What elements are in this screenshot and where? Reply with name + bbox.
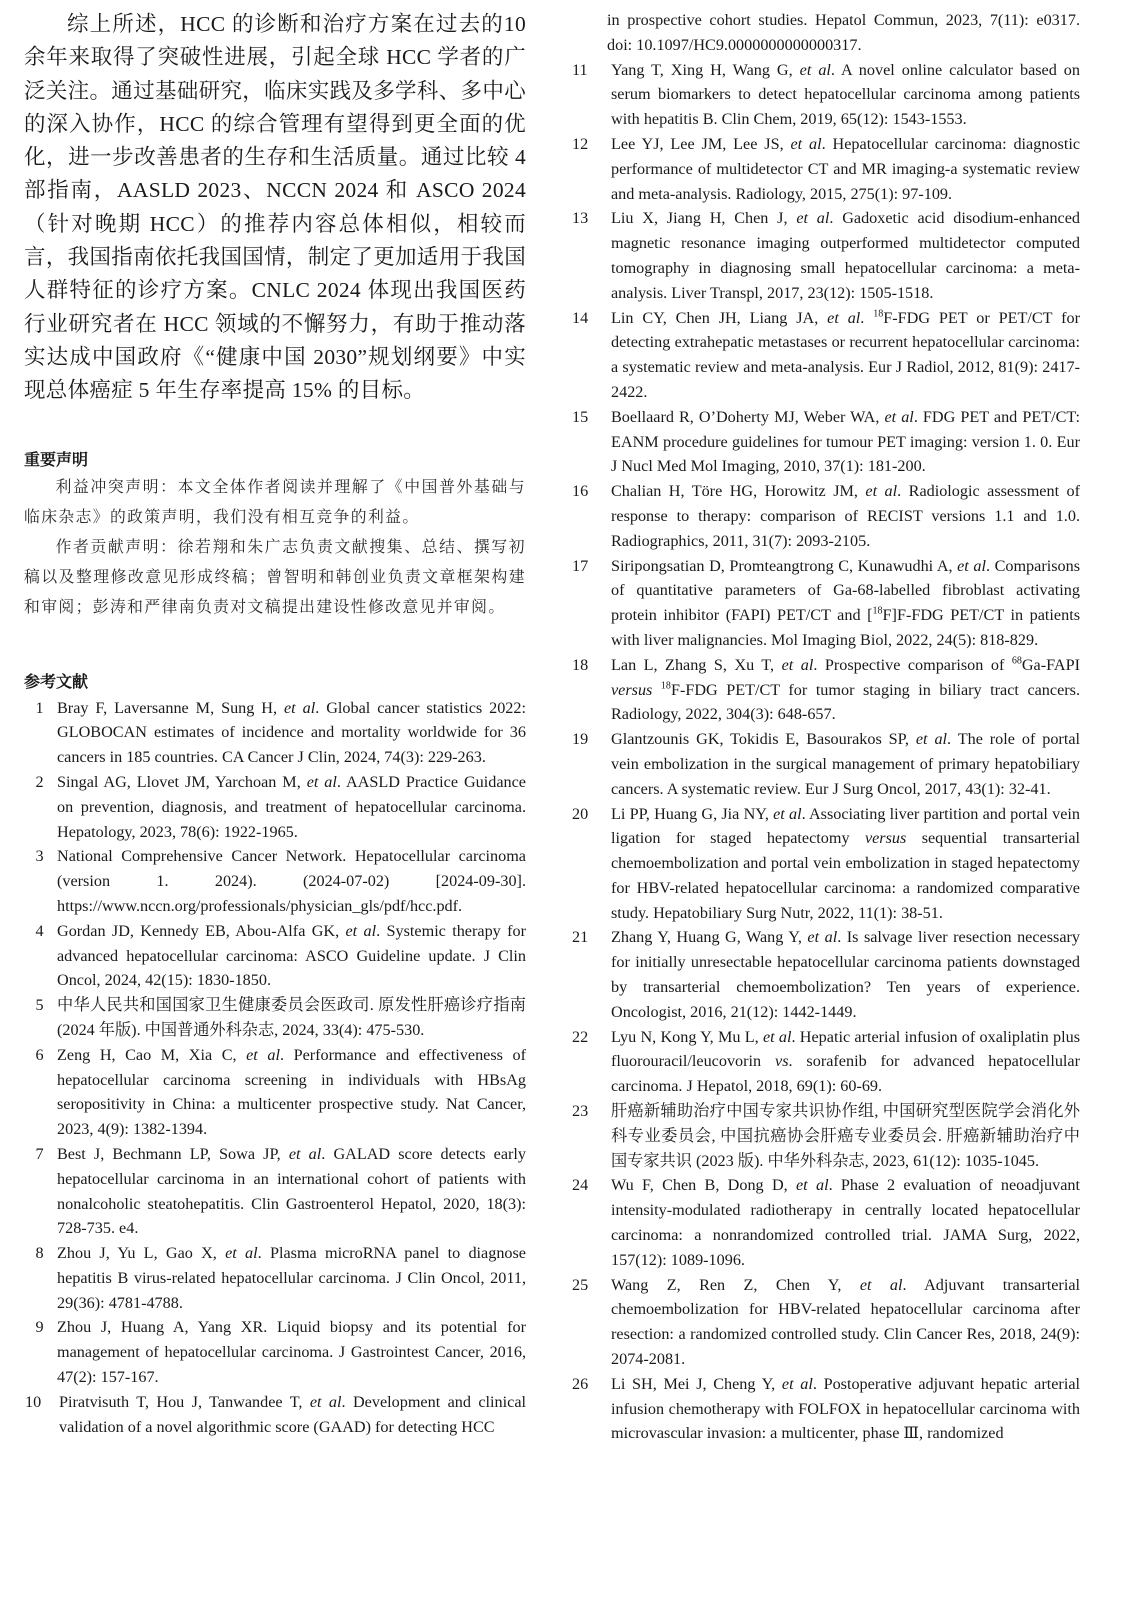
reference-text [57,696,526,770]
reference-text [611,1025,1080,1099]
text-segment [652,681,661,699]
text-segment: Zhang Y, Huang G, Wang Y, [611,928,808,947]
reference-text [611,802,1080,926]
reference-item [570,653,1080,727]
text-segment: . AASLD Practice Guidance on prevention, diagnosis, and treatment of hepatocellular carcinoma. Hepatology, 2023, 78(6): 1922-1965. [57,772,526,841]
reference-text [57,1142,526,1241]
italic-text: et al [796,1176,829,1195]
text-segment: . Radiologic assessment of response to therapy: comparison of RECIST versions 1.1 and 1.0. Radiographics, 2011, 31(7): 2093-2105. [611,482,1081,550]
reference-item [570,405,1080,479]
reference-item [570,1173,1080,1272]
reference-item [24,993,526,1043]
text-segment: Siripongsatian D, Promteangtrong C, Kunawudhi A, [611,556,958,575]
text-segment: Wang Z, Ren Z, Chen Y, [611,1275,860,1294]
text-segment: National Comprehensive Cancer Network. Hepatocellular carcinoma (version 1. 2024). (2024-07-02) [2024-09-30]. https://www.nccn.org/professionals/physician_gls/pdf/hcc.pdf. [57,847,526,915]
reference-number: 4 [35,921,44,940]
reference-item [24,1315,526,1389]
text-segment: . Plasma microRNA panel to diagnose hepatitis B virus-related hepatocellular carcinoma. J Clin Oncol, 2011, 29(36): 4781-4788. [57,1244,526,1312]
text-segment: Lee YJ, Lee JM, Lee JS, [611,134,791,153]
reference-number: 2 [35,772,44,791]
italic-text: et al [288,1144,322,1163]
italic-text: et al [796,209,830,228]
superscript: 68 [1011,655,1022,667]
reference-number: 25 [572,1275,589,1294]
reference-text [57,770,526,844]
italic-text: et al [306,772,337,791]
text-segment: . Postoperative adjuvant hepatic arterial infusion chemotherapy with FOLFOX in hepatocellular carcinoma with microvascular invasion: a multicenter, phase Ⅲ, randomized [611,1374,1080,1443]
reference-number: 5 [35,996,44,1015]
italic-text: et al [799,60,831,79]
text-segment: . Is salvage liver resection necessary for initially unresectable hepatocellular carcinoma patients downstaged by transarterial chemoembolization? Ten years of experience. Oncologist, 2016, 21(12): 1442-1449. [611,928,1080,1021]
reference-text [611,206,1080,305]
reference-number: 18 [572,655,589,674]
reference-list-left [24,696,526,1440]
italic-text: et al [884,407,914,426]
reference-number: 8 [35,1244,44,1263]
text-segment: . Performance and effectiveness of hepatocellular carcinoma screening in individuals with HBsAg seropositivity in China: a multicenter prospective study. Nat Cancer, 2023, 4(9): 1382-1394. [57,1045,526,1139]
reference-item [24,770,526,844]
italic-text: et al [284,698,316,717]
italic-text: et al [225,1244,258,1263]
text-segment: F-FDG PET or PET/CT for detecting extrahepatic metastases or recurrent hepatocellular carcinoma: a systematic review and meta-analysis. Eur J Radiol, 2012, 81(9): 2417-2422. [611,308,1080,401]
reference-number: 26 [572,1374,589,1393]
reference-item [24,1043,526,1142]
italic-text: et al [790,134,822,153]
reference-number: 1 [35,698,44,717]
superscript: 18 [872,605,883,617]
text-segment: . The role of portal vein embolization in the surgical management of primary hepatobiliary cancers. A systematic review. Eur J Surg Oncol, 2017, 43(1): 32-41. [611,730,1080,798]
text-segment: 中华人民共和国国家卫生健康委员会医政司. 原发性肝癌诊疗指南 (2024 年版). 中国普通外科杂志, 2024, 33(4): 475-530. [57,996,526,1039]
reference-item [570,58,1080,132]
declaration-heading: 重要声明 [24,449,89,469]
text-segment: Singal AG, Llovet JM, Yarchoan M, [57,772,307,791]
reference-item [570,206,1080,305]
text-segment: . A novel online calculator based on serum biomarkers to detect hepatocellular carcinoma among patients with hepatitis B. Clin Chem, 2019, 65(12): 1543-1553. [611,60,1080,129]
reference-text [611,554,1080,653]
reference-text [59,1390,526,1440]
reference-number: 14 [572,308,589,327]
text-segment: . Prospective comparison of [813,655,1012,674]
reference-number: 24 [572,1176,589,1195]
reference-item [570,1025,1080,1099]
superscript: 18 [660,680,671,692]
reference-text [611,653,1080,727]
reference-item [570,132,1080,206]
text-segment: Bray F, Laversanne M, Sung H, [57,698,284,717]
author-contribution-statement: 作者贡献声明：徐若翔和朱广志负责文献搜集、总结、撰写初稿以及整理修改意见形成终稿；曾智明和韩创业负责文章框架构建和审阅；彭涛和严律南负责对文稿提出建设性修改意见并审阅。 [24,536,526,616]
reference-item [24,1142,526,1241]
reference-text [611,1273,1080,1372]
text-segment: Yang T, Xing H, Wang G, [611,60,800,79]
reference-text [611,1099,1080,1173]
text-segment: Lin CY, Chen JH, Liang JA, [611,308,828,327]
reference-item [570,925,1080,1024]
text-segment: Wu F, Chen B, Dong D, [611,1176,796,1195]
reference-continuation: in prospective cohort studies. Hepatol Commun, 2023, 7(11): e0317. doi: 10.1097/HC9.0000000000000317. [607,11,1080,54]
reference-item [24,919,526,993]
text-segment: Li SH, Mei J, Cheng Y, [611,1374,782,1393]
text-segment: Lan L, Zhang S, Xu T, [611,655,782,674]
text-segment: . GALAD score detects early hepatocellular carcinoma in an international cohort of patients with nonalcoholic steatohepatitis. Clin Gastroenterol Hepatol, 2020, 18(3): 728-735. e4. [57,1144,526,1238]
left-column [24,8,526,1439]
text-segment: . Comparisons of quantitative parameters of Ga-68-labelled fibroblast activating protein inhibitor (FAPI) PET/CT and [ [611,556,1081,625]
italic-text: et al [773,804,802,823]
text-segment: sequential transarterial chemoembolization and portal vein embolization in staged hepatectomy for HBV-related hepatocellular carcinoma: a randomized comparative study. Hepatobiliary Surg Nutr, 2022, 11(1): 38-51. [611,829,1081,922]
right-column [570,8,1080,1446]
italic-text: et al [309,1392,342,1411]
reference-number: 6 [35,1045,44,1064]
text-segment: Zhou J, Yu L, Gao X, [57,1244,226,1263]
text-segment: . Development and clinical validation of a novel algorithmic score (GAAD) for detecting HCC [59,1392,526,1436]
italic-text: et al [957,556,986,575]
text-segment: . [860,308,874,327]
reference-number: 10 [25,1392,42,1411]
text-segment: Boellaard R, O’Doherty MJ, Weber WA, [611,407,885,426]
italic-text: et al [781,1374,813,1393]
italic-text: versus [864,829,907,848]
reference-number: 15 [572,407,589,426]
reference-text [611,132,1080,206]
text-segment: Lyu N, Kong Y, Mu L, [611,1027,763,1046]
reference-text [57,993,526,1043]
conflict-of-interest-statement: 利益冲突声明：本文全体作者阅读并理解了《中国普外基础与临床杂志》的政策声明，我们没有相互竞争的利益。 [24,476,526,526]
text-segment: . sorafenib for advanced hepatocellular carcinoma. J Hepatol, 2018, 69(1): 60-69. [611,1052,1080,1096]
text-segment: Chalian H, Töre HG, Horowitz JM, [611,482,866,501]
text-segment: Glantzounis GK, Tokidis E, Basourakos SP, [611,730,916,749]
reference-item [570,802,1080,926]
italic-text: et al [781,655,814,674]
text-segment: . Hepatocellular carcinoma: diagnostic performance of multidetector CT and MR imaging-a systematic review and meta-analysis. Radiology, 2015, 275(1): 97-109. [611,134,1080,203]
reference-number: 3 [35,847,44,866]
reference-item [570,479,1080,553]
text-segment: . Adjuvant transarterial chemoembolization for HBV-related hepatocellular carcinoma after resection: a randomized controlled study. Clin Cancer Res, 2018, 24(9): 2074-2081. [611,1275,1081,1369]
italic-text: et al [859,1275,903,1294]
reference-number: 13 [572,209,589,228]
reference-number: 11 [572,60,588,79]
conclusion-paragraph: 综上所述，HCC 的诊断和治疗方案在过去的10 余年来取得了突破性进展，引起全球 HCC 学者的广泛关注。通过基础研究，临床实践及多学科、多中心的深入协作，HCC 的综合管理有望得到更全面的优化，进一步改善患者的生存和生活质量。通过比较 4 部指南，AASLD 2023、NCCN 2024 和 ASCO 2024（针对晚期 HCC）的推荐内容总体相似，相较而言，我国指南依托我国国情，制定了更加适用于我国人群特征的诊疗方案。CNLC 2024 体现出我国医药行业研究者在 HCC 领域的不懈努力，有助于推动落实达成中国政府《“健康中国 2030”规划纲要》中实现总体癌症 5 年生存率提高 15% 的目标。 [24,12,526,403]
text-segment: . Global cancer statistics 2022: GLOBOCAN estimates of incidence and mortality worldwide for 36 cancers in 185 countries. CA Cancer J Clin, 2024, 74(3): 229-263. [57,698,526,767]
text-segment: Zeng H, Cao M, Xia C, [57,1045,247,1064]
reference-text [611,1372,1080,1446]
reference-number: 20 [572,804,589,823]
text-segment: 肝癌新辅助治疗中国专家共识协作组, 中国研究型医院学会消化外科专业委员会, 中国抗癌协会肝癌专业委员会. 肝癌新辅助治疗中国专家共识 (2023 版). 中华外科杂志, 2023, 61(12): 1035-1045. [611,1102,1080,1170]
italic-text: versus [611,680,653,699]
text-segment: . Associating liver partition and portal vein ligation for staged hepatectomy [611,804,1080,848]
reference-item [570,1372,1080,1446]
text-segment: . Phase 2 evaluation of neoadjuvant intensity-modulated radiotherapy in centrally located hepatocellular carcinoma: a nonrandomized controlled trial. JAMA Surg, 2022, 157(12): 1089-1096. [611,1176,1080,1269]
reference-number: 16 [572,482,589,501]
text-segment: F-FDG PET/CT for tumor staging in biliary tract cancers. Radiology, 2022, 304(3): 648-657. [611,680,1081,724]
text-segment: Ga-FAPI [1021,655,1080,674]
text-segment: Piratvisuth T, Hou J, Tanwandee T, [59,1392,310,1411]
text-segment: Best J, Bechmann LP, Sowa JP, [57,1144,289,1163]
italic-text: et al [915,730,948,749]
reference-number: 9 [35,1318,44,1337]
reference-number: 17 [572,556,589,575]
references-heading: 参考文献 [24,671,89,691]
italic-text: et al [827,308,861,327]
reference-number: 22 [572,1027,589,1046]
superscript: 18 [873,308,884,320]
reference-text [57,844,526,918]
reference-item [24,696,526,770]
reference-text [611,306,1080,405]
text-segment: . Systemic therapy for advanced hepatocellular carcinoma: ASCO Guideline update. J Clin Oncol, 2024, 42(15): 1830-1850. [57,921,526,990]
reference-text [57,1043,526,1142]
text-segment: Li PP, Huang G, Jia NY, [611,804,774,823]
text-segment: Liu X, Jiang H, Chen J, [611,209,797,228]
reference-text [611,925,1080,1024]
italic-text: vs [775,1052,789,1071]
reference-number: 23 [572,1102,589,1121]
italic-text: et al [762,1027,792,1046]
reference-text [57,1241,526,1315]
italic-text: et al [865,482,898,501]
text-segment: Gordan JD, Kennedy EB, Abou-Alfa GK, [57,921,346,940]
reference-item [570,1099,1080,1173]
reference-number: 7 [35,1144,44,1163]
reference-item [570,306,1080,405]
reference-item [24,844,526,918]
reference-text [611,479,1080,553]
reference-item [570,554,1080,653]
reference-text [57,1315,526,1389]
reference-item [570,1273,1080,1372]
reference-text [611,1173,1080,1272]
text-segment: F]F-FDG PET/CT in patients with liver malignancies. Mol Imaging Biol, 2022, 24(5): 818-829. [611,606,1081,649]
italic-text: et al [246,1045,280,1064]
text-segment: . FDG PET and PET/CT: EANM procedure guidelines for tumour PET imaging: version 1. 0. Eur J Nucl Med Mol Imaging, 2010, 37(1): 181-200. [611,407,1080,476]
reference-list-right [570,58,1080,1447]
reference-number: 12 [572,134,589,153]
reference-text [611,58,1080,132]
text-segment: . Hepatic arterial infusion of oxaliplatin plus fluorouracil/leucovorin [611,1027,1081,1071]
text-segment: Zhou J, Huang A, Yang XR. Liquid biopsy and its potential for management of hepatocellular carcinoma. J Gastrointest Cancer, 2016, 47(2): 157-167. [57,1318,526,1387]
reference-text [57,919,526,993]
reference-text [611,405,1080,479]
italic-text: et al [345,921,377,940]
reference-number: 21 [572,928,589,947]
text-segment: . Gadoxetic acid disodium-enhanced magnetic resonance imaging outperformed multidetector computed tomography in diagnosing small hepatocellular carcinoma: a meta-analysis. Liver Transpl, 2017, 23(12): 1505-1518. [611,209,1081,302]
reference-item [24,1390,526,1440]
reference-item [24,1241,526,1315]
reference-item [570,727,1080,801]
reference-text [611,727,1080,801]
italic-text: et al [807,928,838,947]
reference-number: 19 [572,730,589,749]
